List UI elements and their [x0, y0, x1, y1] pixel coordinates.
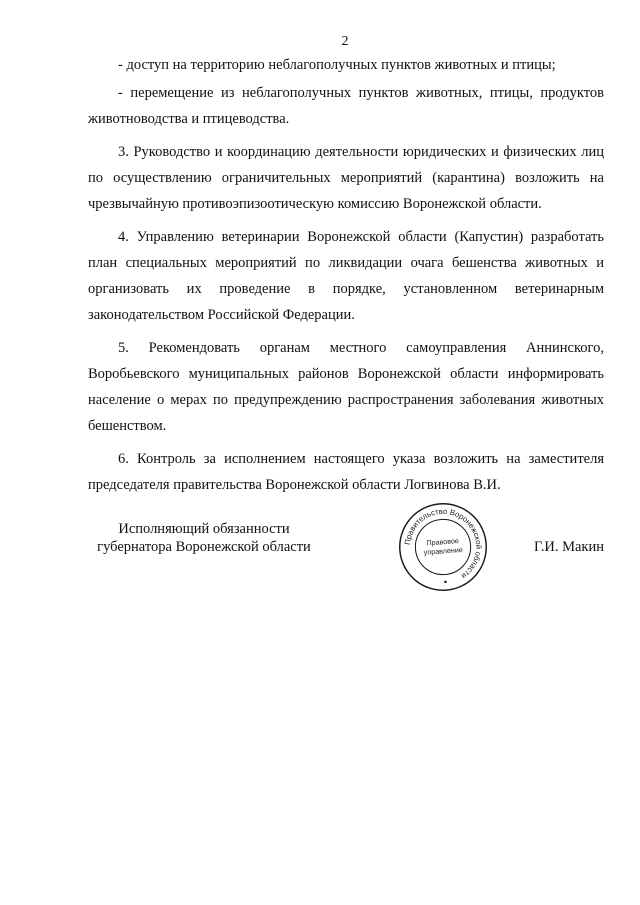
document-body — [88, 52, 604, 505]
paragraph-3-coordination: 3. Руководство и координацию деятельности юридических и физических лиц по осуществлению ограничительных мероприятий (карантина) возложить на чрезвычайную противоэпизоотическую комиссию Воронежской области. — [88, 144, 604, 212]
paragraph-6-control: 6. Контроль за исполнением настоящего указа возложить на заместителя председателя правительства Воронежской области Логвинова В.И. — [88, 451, 604, 493]
signer-name: Г.И. Макин — [534, 539, 604, 555]
signer-title — [84, 520, 324, 556]
stamp-star-dot — [444, 581, 447, 584]
signer-title-line1: Исполняющий обязанности — [118, 521, 290, 537]
stamp-center-line1: Правовое — [426, 537, 460, 548]
paragraph-5-recommendation: 5. Рекомендовать органам местного самоуправления Аннинского, Воробьевского муниципальных районов Воронежской области информировать население о мерах по предупреждению распространения заболевания животных бешенством. — [88, 340, 604, 434]
paragraph-movement: - перемещение из неблагополучных пунктов животных, птицы, продуктов животноводства и птицеводства. — [88, 85, 604, 127]
paragraph-4-veterinary: 4. Управлению ветеринарии Воронежской области (Капустин) разработать план специальных мероприятий по ликвидации очага бешенства животных и организовать их проведение в порядке, установленном ветеринарным законодательством Российской Федерации. — [88, 229, 604, 323]
paragraph-access: - доступ на территорию неблагополучных пунктов животных и птицы; — [118, 57, 556, 73]
signature-block — [84, 520, 604, 610]
page-number: 2 — [341, 34, 349, 49]
signer-title-line2: губернатора Воронежской области — [97, 539, 311, 555]
official-stamp — [394, 498, 492, 596]
stamp-center-line2: управление — [423, 546, 464, 557]
stamp-ring-text: Правительство Воронежской области — [402, 506, 484, 581]
